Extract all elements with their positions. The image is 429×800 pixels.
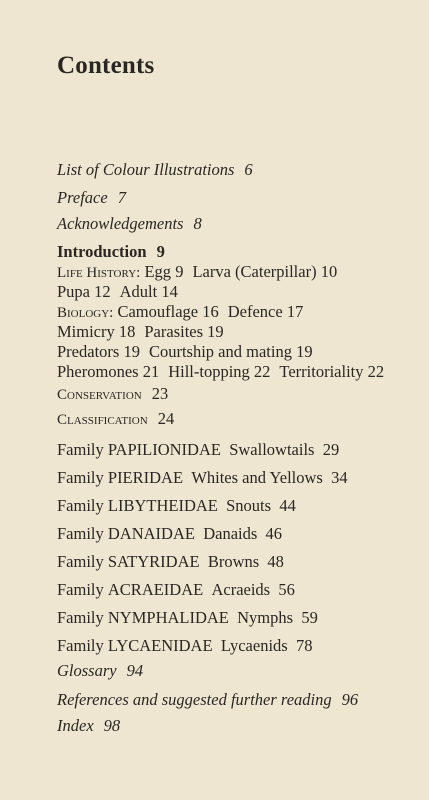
toc-entry-family-lycaenidae <box>57 636 312 656</box>
subentry-label: Camouflage <box>117 302 199 321</box>
family-common-name: Nymphs <box>237 608 294 627</box>
toc-entry-references <box>57 690 358 710</box>
toc-entry-page: 23 <box>151 384 169 403</box>
family-name: LYCAENIDAE <box>107 636 213 655</box>
family-common-name: Acraeids <box>211 580 271 599</box>
toc-entry-label: Glossary <box>57 661 117 680</box>
subentry-page: 18 <box>118 322 136 341</box>
section-heading-biology: Biology: <box>57 305 114 321</box>
toc-entry-conservation <box>57 384 168 404</box>
toc-entry-introduction <box>57 242 165 262</box>
toc-line-life-history-1 <box>57 262 337 282</box>
toc-entry-family-libytheidae <box>57 496 296 516</box>
toc-entry-preface <box>57 188 126 208</box>
toc-entry-label: List of Colour Illustrations <box>57 160 235 179</box>
family-prefix: Family <box>57 496 104 515</box>
subentry-page: 22 <box>367 362 385 381</box>
toc-entry-label: Classification <box>57 412 148 428</box>
subentry-page: 19 <box>207 322 224 341</box>
section-heading-life-history: Life History: <box>57 265 141 281</box>
toc-entry-page: 96 <box>341 690 359 709</box>
subentry-page: 19 <box>123 342 140 361</box>
toc-entry-page: 78 <box>295 636 313 655</box>
subentry-label: Adult <box>119 282 158 301</box>
family-name: LIBYTHEIDAE <box>107 496 218 515</box>
toc-line-biology-3 <box>57 342 313 362</box>
family-prefix: Family <box>57 608 104 627</box>
toc-line-biology-4 <box>57 362 384 382</box>
family-prefix: Family <box>57 636 104 655</box>
toc-entry-index <box>57 716 120 736</box>
subentry-page: 22 <box>253 362 271 381</box>
subentry-label: Pupa <box>57 282 90 301</box>
subentry-label: Egg <box>144 262 172 281</box>
toc-entry-acknowledgements <box>57 214 202 234</box>
toc-entry-family-satyridae <box>57 552 284 572</box>
subentry-label: Courtship and mating <box>148 342 292 361</box>
toc-entry-page: 6 <box>244 160 253 179</box>
subentry-label: Defence <box>227 302 283 321</box>
subentry-page: 19 <box>296 342 313 361</box>
toc-entry-label: Conservation <box>57 387 142 403</box>
subentry-page: 10 <box>320 262 338 281</box>
toc-entry-label: Index <box>57 716 94 735</box>
family-name: NYMPHALIDAE <box>107 608 229 627</box>
family-prefix: Family <box>57 552 104 571</box>
family-prefix: Family <box>57 580 104 599</box>
toc-line-biology-1 <box>57 302 303 322</box>
toc-entry-page: 24 <box>157 409 175 428</box>
toc-entry-family-acraeidae <box>57 580 295 600</box>
subentry-label: Territoriality <box>279 362 364 381</box>
family-prefix: Family <box>57 440 104 459</box>
toc-entry-page: 7 <box>117 188 126 207</box>
subentry-label: Hill-topping <box>168 362 250 381</box>
subentry-label: Mimicry <box>57 322 115 341</box>
toc-entry-page: 34 <box>331 468 348 487</box>
toc-entry-page: 59 <box>301 608 318 627</box>
page-title: Contents <box>57 52 155 79</box>
toc-entry-classification <box>57 409 174 429</box>
toc-entry-page: 46 <box>265 524 283 543</box>
family-name: DANAIDAE <box>107 524 195 543</box>
family-common-name: Snouts <box>226 496 272 515</box>
subentry-page: 9 <box>175 262 184 281</box>
toc-entry-page: 98 <box>103 716 121 735</box>
subentry-label: Pheromones <box>57 362 139 381</box>
subentry-label: Larva (Caterpillar) <box>192 262 317 281</box>
subentry-page: 21 <box>142 362 160 381</box>
family-common-name: Whites and Yellows <box>191 468 323 487</box>
toc-entry-page: 29 <box>322 440 340 459</box>
subentry-page: 16 <box>202 302 219 321</box>
toc-entry-colour-illustrations <box>57 160 253 180</box>
toc-entry-family-papilionidae <box>57 440 339 460</box>
toc-entry-page: 94 <box>126 661 144 680</box>
toc-line-biology-2 <box>57 322 224 342</box>
subentry-page: 12 <box>94 282 111 301</box>
family-name: SATYRIDAE <box>107 552 200 571</box>
family-prefix: Family <box>57 468 104 487</box>
family-common-name: Browns <box>207 552 260 571</box>
family-name: ACRAEIDAE <box>107 580 204 599</box>
toc-entry-family-pieridae <box>57 468 348 488</box>
toc-entry-glossary <box>57 661 143 681</box>
toc-entry-page: 44 <box>279 496 296 515</box>
family-common-name: Danaids <box>203 524 258 543</box>
family-name: PAPILIONIDAE <box>107 440 221 459</box>
subentry-label: Predators <box>57 342 120 361</box>
toc-entry-label: Introduction <box>57 242 147 261</box>
family-common-name: Lycaenids <box>220 636 288 655</box>
family-name: PIERIDAE <box>107 468 184 487</box>
toc-line-life-history-2 <box>57 282 178 302</box>
toc-entry-label: References and suggested further reading <box>57 690 332 709</box>
subentry-page: 17 <box>286 302 304 321</box>
toc-entry-label: Acknowledgements <box>57 214 184 233</box>
toc-entry-page: 48 <box>267 552 284 571</box>
subentry-page: 14 <box>161 282 178 301</box>
subentry-label: Parasites <box>144 322 204 341</box>
toc-entry-family-danaidae <box>57 524 282 544</box>
family-common-name: Swallowtails <box>229 440 315 459</box>
toc-entry-family-nymphalidae <box>57 608 318 628</box>
toc-entry-page: 9 <box>156 242 165 261</box>
toc-entry-page: 8 <box>193 214 202 233</box>
family-prefix: Family <box>57 524 104 543</box>
toc-entry-page: 56 <box>278 580 295 599</box>
toc-entry-label: Preface <box>57 188 108 207</box>
